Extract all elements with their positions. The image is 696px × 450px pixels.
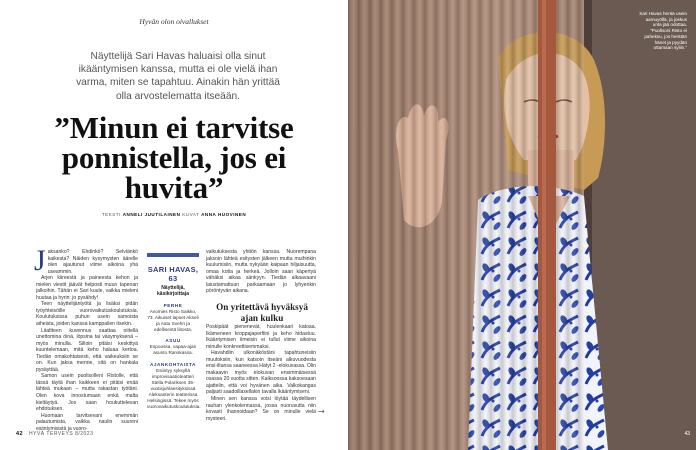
paragraph: aksanko? Ehdinkö? Selviänkö kaikesta? Näiden kysymysten äärelle olen ajautunut viime aikoina yhä useammin. xyxy=(47,249,138,275)
paragraph: Teen näyttelijäntyötä ja lisäksi pidän työyhteisöille vuorovaikutuskoulutuksia. Koulutuksissa puhun usein samoista aiheista, joiden kanssa kamppailen itsekin. xyxy=(36,301,138,328)
paragraph: Samon usein puolisolleni Ristolle, että tässä täytä ihan kaikkeen ei pitäisi enää lähteä mukaan – mutta rakastan työtäni. Olen kova innostumaan enkä malta kieltäytyä. Jos saan houkuttelevan ehdotuksen. xyxy=(36,373,138,413)
paragraph: vaikutuksesta yhtiön kanssa. Nuorempana jaksoin lähteä esitysten jälkeen mutta muihinkin kuulumisiin, mutta nykyään kaipaan hiljaisuutta, omaa kotia ja herkeä. Jolloin saan käpertyä vähäksi aikaa sänkyyn. Tiedän alkaavaani laiustamattuun parkaamaan jo lyhyenkin pöröntyvän aikana. xyxy=(206,249,316,295)
fact-box-subtitle: Näyttelijä, käsikirjoittaja xyxy=(157,285,189,297)
credit-author: ANNELI JUUTILAINEN xyxy=(122,212,181,217)
body-column-1 xyxy=(34,244,138,432)
page-number: 42 xyxy=(16,431,24,437)
fact-box-bar xyxy=(147,253,199,257)
continue-arrow-icon: → xyxy=(318,407,325,416)
fact-text: Avomies Risto Saikko, 73. Aikuiset lapset Akseli ja Aatu Svehn ja edellisestä liitosta. xyxy=(147,309,199,333)
publication-name: HYVÄ TERVEYS 8/2023 xyxy=(29,431,94,437)
photo-caption: Sari Havas herää usein aamuyöllä, ja joskus unta jää odottaa. ”Puolisoni Risto ei paheksu, jos herätän hänet ja pyydän ottamaan syliin.” xyxy=(639,11,687,51)
fact-text: Espoossa, vapaa-ajan asunto Ranskassa. xyxy=(149,344,197,356)
fact-heading: PERHE xyxy=(163,303,183,308)
article-headline: ”Minun ei tarvitse ponnistella, jos ei huvita” xyxy=(54,110,294,205)
fact-heading: ASUU xyxy=(165,338,181,344)
credit-photographer: ANNA HUOVINEN xyxy=(201,212,247,217)
page-number-right: 43 xyxy=(684,431,690,437)
section-kicker: Hyvän olon oivallukset xyxy=(139,17,209,26)
body-column-3 xyxy=(206,249,316,295)
fact-text: Esiintyy syksyllä improvisaatioteatteri Stella Polariksen 35-vuotisjuhlaesityksissä Aleksanterin teatterissa Helsingissä. Tekee myös vuorovaikutuskoulutuksia. xyxy=(147,367,201,410)
drop-cap: J xyxy=(34,244,46,277)
fact-box xyxy=(147,253,199,410)
paragraph: Arjen kiireestä ja paineesta kehon ja mielen viestit jäävät helposti muun tapenan jalkoihin. Tähän ei Sari kuule, vaikka mieleni huutaa ja hyrin: jo pysähdy! xyxy=(36,275,138,301)
paragraph: Poskipäät pienenevät, huulenkaari katoaa. Ikämeneen kroppajaperfiini ja keho hidastuu. Ikääntymisen ilmeisin ei tullut viime aikoina minulle konkreettisemmaksi. xyxy=(206,324,316,350)
credit-text-label: TEKSTI xyxy=(101,212,121,217)
credit-photo-label: KUVAT xyxy=(182,212,200,217)
article-subheading: On yritettävä hyväksyä ajan kulku xyxy=(216,302,308,323)
article-credits xyxy=(0,212,348,217)
fact-box-title: SARI HAVAS, 63 xyxy=(147,265,199,283)
paragraph: Huomaan tarvitsevani enemmän palautumista, vaikka naulin suureni esiintymisistä ja vuoro- xyxy=(36,412,138,432)
right-page-photo xyxy=(348,0,696,450)
article-lede: Näyttelijä Sari Havas haluaisi olla sinut ikääntymisen kanssa, mutta ei ole vielä ihan varma, miten se tapahtuu. Ainakin hän yrittää olla arvostelematta itseään. xyxy=(76,51,280,102)
paragraph: Havahdiin ulkonäköstäni tapahtuneisiin muutoksiin, kun katsoin itseäni alkuvuodesta ensi-iltansa saaneessa Hätyt 2 -elokuvassa. Olin makaavin myös elokuvan ensimmäisessä osassa 20 vuotta sitten. Kaiksoossa kaksoesaan ajattelin, että voi hyvänen aika. Valkokangas paljasti saadoillasellakin tavalla ikääntymiseni. xyxy=(206,350,316,396)
fact-heading: AJANKOHTAISTA xyxy=(150,361,196,367)
body-column-3-continued xyxy=(206,324,316,422)
paragraph: Minen sen kanssa voisi löytää täydellisen rauhan ylenkolennassa, jossa nuorusutta niin kovasti ihannoidaan? Se on minulle vielä mysteeri. xyxy=(206,396,316,422)
portrait-photo xyxy=(348,0,696,450)
page-folio xyxy=(16,431,93,437)
paragraph: Litaltteen kuvennus saattaa niitellä unettomina öinä, löpsina tai väsymyksenä – myös minulla. Silloin pitäisi keskittyä kuuntelemaan, mitä keho haluaa kertoa. Tiedän omakohtaisesti, että vaikeuksiin se on. Kun jaksa menne, sitä on hankala pysäyttää. xyxy=(36,327,138,373)
